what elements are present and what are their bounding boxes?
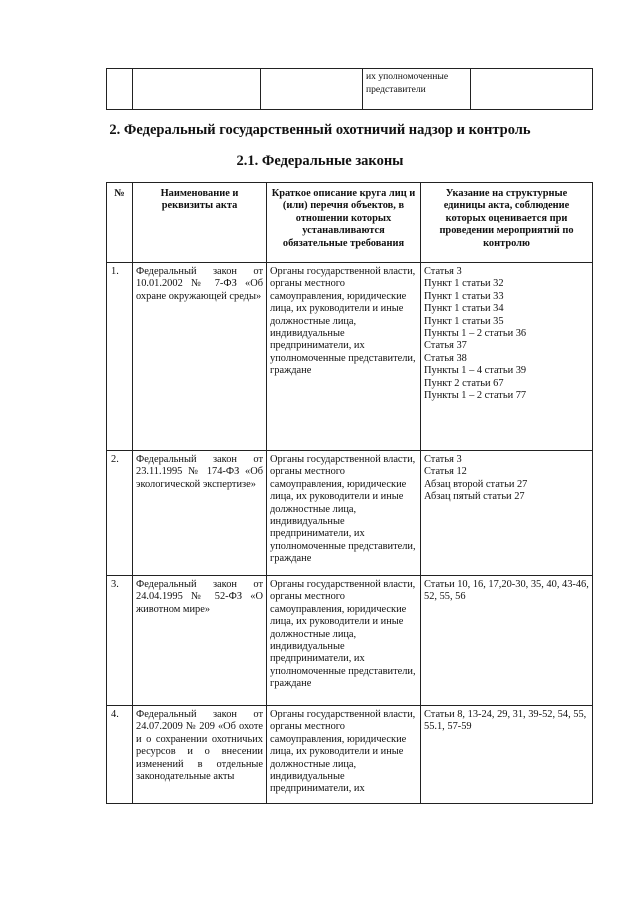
unit-item: Пункт 1 статьи 34 (424, 303, 504, 315)
act-name: Федеральный закон от 24.04.1995 № 52-ФЗ «О животном мире» (133, 576, 267, 706)
unit-item: Пункты 1 – 2 статьи 36 (424, 328, 527, 340)
subjects-description: Органы государственной власти, органы местного самоуправления, юридические лица, их руководители и иные должностные лица, индивидуальные предприниматели, их уполномоченные представители, граждане (267, 451, 421, 576)
table-row (107, 69, 593, 110)
unit-item: Абзац второй статьи 27 (424, 478, 528, 490)
structural-units (421, 263, 593, 451)
unit-item: Статья 3 (424, 454, 462, 465)
previous-table-fragment (106, 68, 593, 110)
act-name: Федеральный закон от 24.07.2009 № 209 «Об охоте и о сохранении охотничьих ресурсов и о внесении изменений в отдельные законодательные акты (133, 706, 267, 804)
subjects-description: Органы государственной власти, органы местного самоуправления, юридические лица, их руководители и иные должностные лица, индивидуальные предприниматели, их уполномоченные представители, граждане (267, 576, 421, 706)
table-cell (261, 69, 363, 110)
unit-item: Пункты 1 – 4 статьи 39 (424, 365, 527, 377)
table-row (107, 263, 593, 451)
act-name: Федеральный закон от 23.11.1995 № 174-ФЗ «Об экологической экспертизе» (133, 451, 267, 576)
table-cell (133, 69, 261, 110)
row-number: 4. (107, 706, 133, 804)
header-num: № (107, 183, 133, 263)
unit-item: Статья 37 (424, 340, 467, 352)
unit-item: Пункт 2 статьи 67 (424, 377, 504, 389)
table-cell (471, 69, 593, 110)
federal-laws-table (106, 182, 593, 804)
header-desc: Краткое описание круга лиц и (или) перечня объектов, в отношении которых устанавливаются обязательные требования (267, 183, 421, 263)
table-cell (107, 69, 133, 110)
unit-item: Статьи 8, 13-24, 29, 31, 39-52, 54, 55, 55.1, 57-59 (424, 709, 587, 733)
unit-item: Пункт 1 статьи 32 (424, 278, 504, 290)
table-row (107, 706, 593, 804)
table-cell-representatives: их уполномоченные представители (363, 69, 471, 110)
table-row (107, 576, 593, 706)
header-units: Указание на структурные единицы акта, соблюдение которых оценивается при проведении мероприятий по контролю (421, 183, 593, 263)
subjects-description: Органы государственной власти, органы местного самоуправления, юридические лица, их руководители и иные должностные лица, индивидуальные предприниматели, их (267, 706, 421, 804)
act-name: Федеральный закон от 10.01.2002 № 7-ФЗ «Об охране окружающей среды» (133, 263, 267, 451)
header-name: Наименование и реквизиты акта (133, 183, 267, 263)
unit-item: Статья 38 (424, 352, 467, 364)
table-row (107, 451, 593, 576)
unit-item: Статьи 10, 16, 17,20-30, 35, 40, 43-46, 52, 55, 56 (424, 579, 589, 603)
row-number: 2. (107, 451, 133, 576)
unit-item: Пункт 1 статьи 35 (424, 315, 504, 327)
table-header-row (107, 183, 593, 263)
unit-item: Абзац пятый статьи 27 (424, 491, 525, 503)
structural-units (421, 451, 593, 576)
subsection-heading: 2.1. Федеральные законы (236, 153, 404, 169)
unit-item: Статья 12 (424, 466, 467, 478)
row-number: 1. (107, 263, 133, 451)
row-number: 3. (107, 576, 133, 706)
structural-units (421, 706, 593, 804)
structural-units (421, 576, 593, 706)
unit-item: Статья 3 (424, 266, 462, 277)
subjects-description: Органы государственной власти, органы местного самоуправления, юридические лица, их руководители и иные должностные лица, индивидуальные предприниматели, их уполномоченные представители, граждане (267, 263, 421, 451)
unit-item: Пункт 1 статьи 33 (424, 290, 504, 302)
unit-item: Пункты 1 – 2 статьи 77 (424, 390, 527, 402)
section-heading: 2. Федеральный государственный охотничий надзор и контроль (109, 122, 531, 138)
